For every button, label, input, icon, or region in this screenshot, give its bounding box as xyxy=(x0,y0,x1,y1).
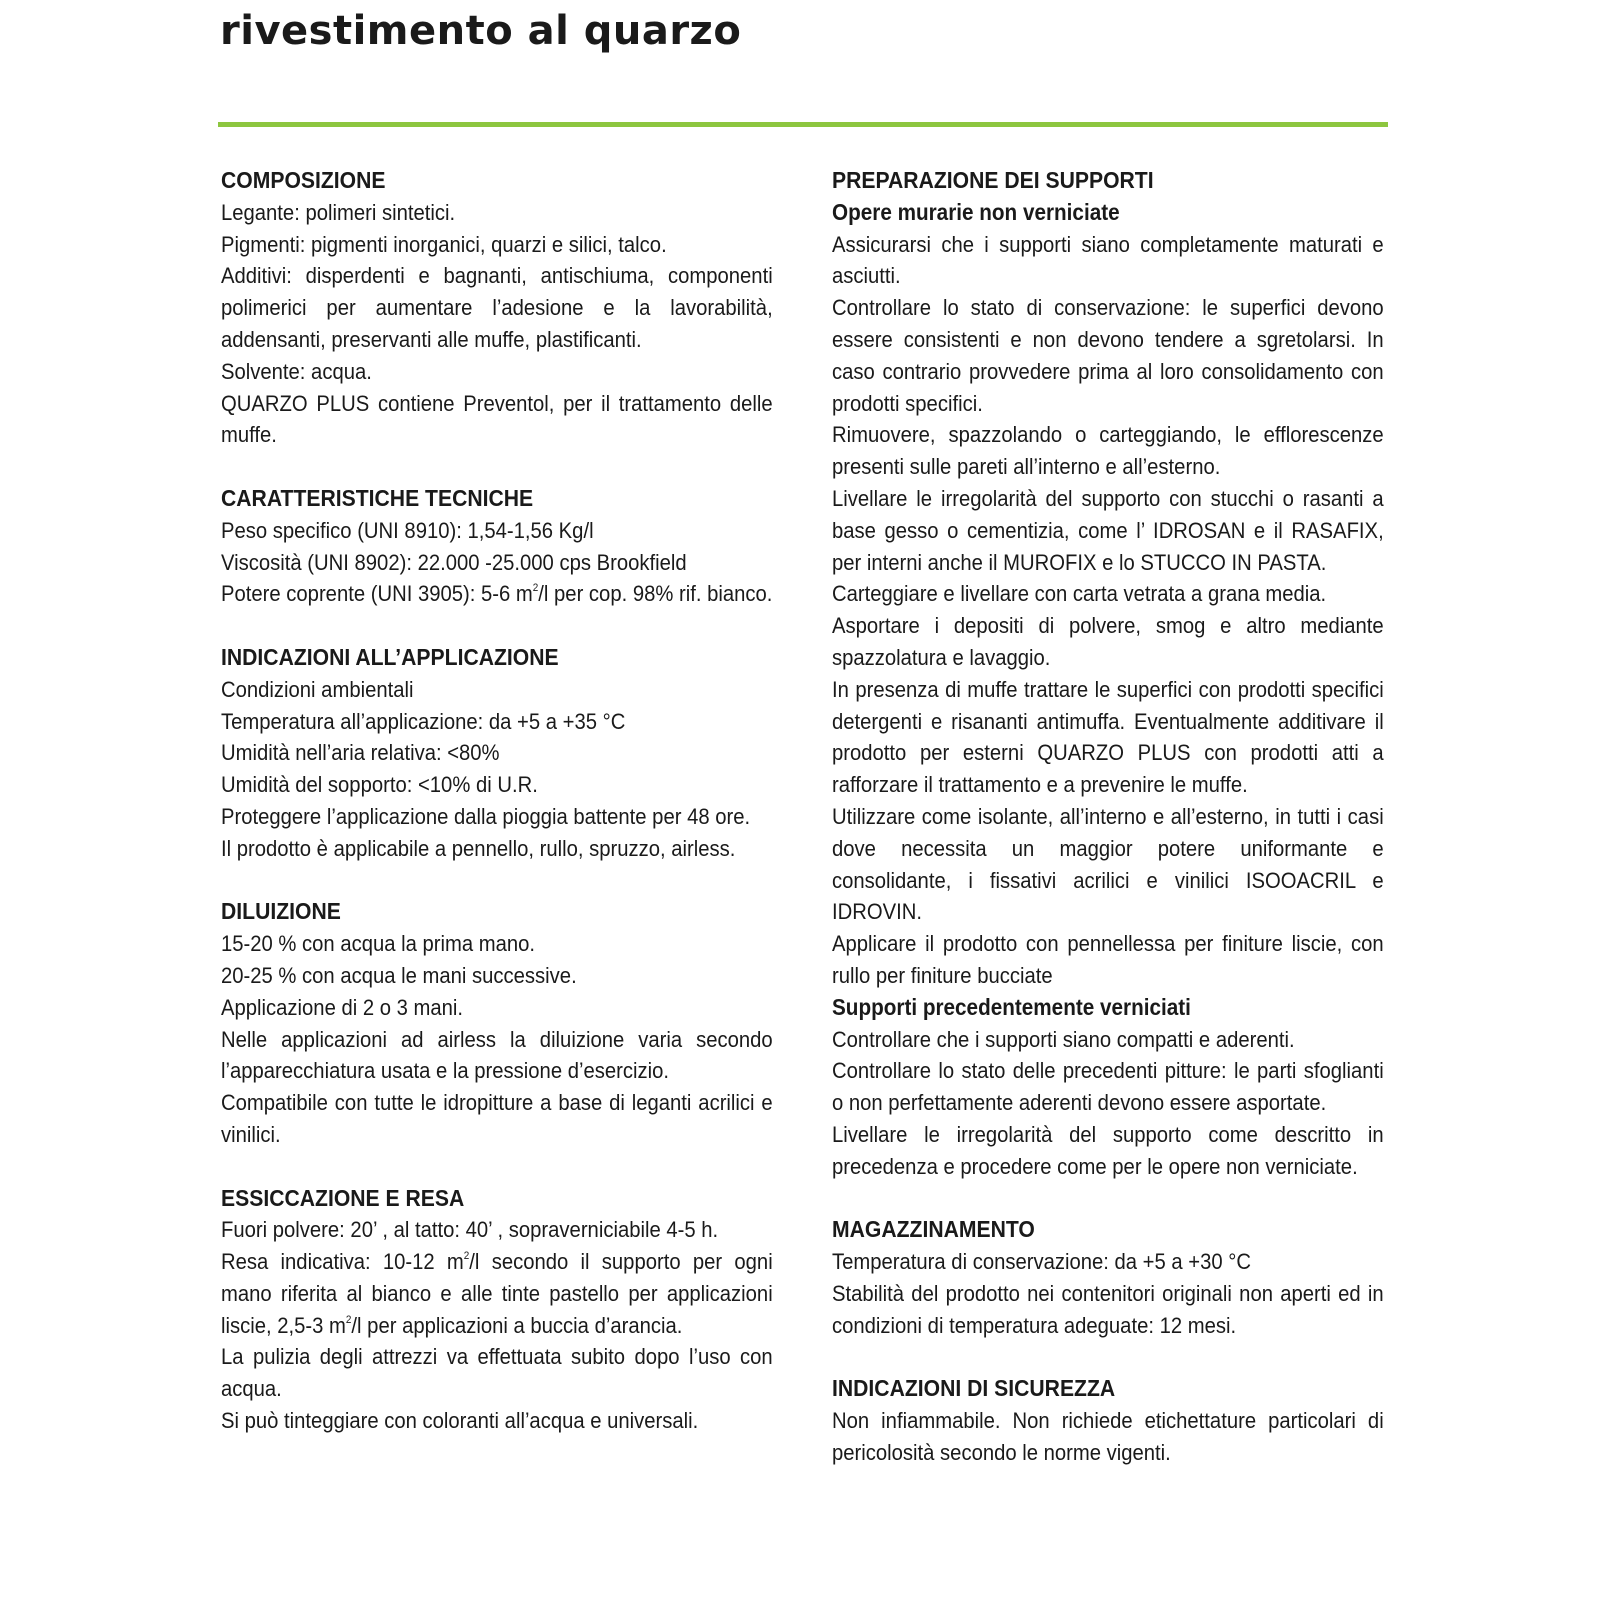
paragraph: Il prodotto è applicabile a pennello, rullo, spruzzo, airless. xyxy=(221,835,736,861)
section-essiccazione xyxy=(221,1183,773,1437)
text-run: /l secondo il supporto per ogni mano riferita al bianco e alle tinte pastello per applicazioni liscie, 2,5-3 m xyxy=(221,1249,773,1338)
paragraph: Asportare i depositi di polvere, smog e altro mediante spazzolatura e lavaggio. xyxy=(832,613,1384,670)
section-heading: MAGAZZINAMENTO xyxy=(832,1216,1035,1243)
subheading: Opere murarie non verniciate xyxy=(832,198,1120,225)
section-heading: DILUIZIONE xyxy=(221,898,341,925)
paragraph: Stabilità del prodotto nei contenitori originali non aperti ed in condizioni di temperatura adeguate: 12 mesi. xyxy=(832,1280,1384,1338)
section-applicazione xyxy=(221,642,773,865)
page-title: rivestimento al quarzo xyxy=(220,8,742,54)
paragraph: QUARZO PLUS contiene Preventol, per il trattamento delle muffe. xyxy=(221,390,773,448)
paragraph: Proteggere l’applicazione dalla pioggia battente per 48 ore. xyxy=(221,803,751,829)
paragraph: Rimuovere, spazzolando o carteggiando, le efflorescenze presenti sulle pareti all’interno e all’esterno. xyxy=(832,422,1384,480)
paragraph: 15-20 % con acqua la prima mano. xyxy=(221,931,536,957)
text-run: /l per cop. 98% rif. bianco. xyxy=(538,581,773,607)
paragraph: Umidità nell’aria relativa: <80% xyxy=(221,740,500,766)
text-run: /l per applicazioni a buccia d’arancia. xyxy=(351,1312,683,1338)
paragraph: Livellare le irregolarità del supporto con stucchi o rasanti a base gesso o cementizia, come l’ IDROSAN e il RASAFIX, per interni anche il MUROFIX e lo STUCCO IN PASTA. xyxy=(832,485,1384,575)
section-caratteristiche xyxy=(221,483,773,610)
section-preparazione xyxy=(832,165,1384,1183)
paragraph: Legante: polimeri sintetici. xyxy=(221,199,456,225)
paragraph: Controllare che i supporti siano compatti e aderenti. xyxy=(832,1026,1295,1052)
paragraph: Temperatura di conservazione: da +5 a +30 °C xyxy=(832,1249,1251,1275)
paragraph: La pulizia degli attrezzi va effettuata subito dopo l’uso con acqua. xyxy=(221,1344,773,1402)
paragraph: Utilizzare come isolante, all’interno e all’esterno, in tutti i casi dove necessita un maggior potere uniformante e consolidante, i fissativi acrilici e vinilici ISOOACRIL e IDROVIN. xyxy=(832,803,1384,925)
paragraph: Carteggiare e livellare con carta vetrata a grana media. xyxy=(832,581,1327,607)
paragraph: Viscosità (UNI 8902): 22.000 -25.000 cps Brookfield xyxy=(221,549,687,575)
superscript: 2 xyxy=(532,582,539,595)
paragraph: Nelle applicazioni ad airless la diluizione varia secondo l’apparecchiatura usata e la pressione d’esercizio. xyxy=(221,1026,773,1084)
subheading: Supporti precedentemente verniciati xyxy=(832,993,1191,1020)
paragraph: Umidità del sopporto: <10% di U.R. xyxy=(221,772,538,798)
paragraph: Applicare il prodotto con pennellessa per finiture liscie, con rullo per finiture bucciate xyxy=(832,931,1384,988)
section-heading: ESSICCAZIONE E RESA xyxy=(221,1184,465,1211)
left-column xyxy=(221,165,773,1469)
paragraph: Solvente: acqua. xyxy=(221,358,372,384)
section-heading: CARATTERISTICHE TECNICHE xyxy=(221,484,534,511)
green-divider xyxy=(218,122,1388,127)
paragraph: Pigmenti: pigmenti inorganici, quarzi e silici, talco. xyxy=(221,231,667,257)
paragraph: Si può tinteggiare con coloranti all’acqua e universali. xyxy=(221,1408,699,1434)
paragraph xyxy=(221,1246,773,1341)
section-heading: INDICAZIONI ALL’APPLICAZIONE xyxy=(221,643,559,670)
paragraph: Temperatura all’applicazione: da +5 a +35 °C xyxy=(221,708,626,734)
paragraph: Applicazione di 2 o 3 mani. xyxy=(221,994,464,1020)
section-magazzinamento xyxy=(832,1214,1384,1341)
paragraph: In presenza di muffe trattare le superfici con prodotti specifici detergenti e risananti antimuffa. Eventualmente additivare il prodotto per esterni QUARZO PLUS con prodotti atti a rafforzare il trattamento e a prevenire le muffe. xyxy=(832,676,1384,798)
paragraph: Assicurarsi che i supporti siano completamente maturati e asciutti. xyxy=(832,231,1384,289)
paragraph: Livellare le irregolarità del supporto come descritto in precedenza e procedere come per le opere non verniciate. xyxy=(832,1121,1384,1179)
section-sicurezza xyxy=(832,1373,1384,1468)
section-composizione xyxy=(221,165,773,451)
paragraph: Controllare lo stato di conservazione: le superfici devono essere consistenti e non devono tendere a sgretolarsi. In caso contrario provvedere prima al loro consolidamento con prodotti specifici. xyxy=(832,295,1384,416)
paragraph: Controllare lo stato delle precedenti pitture: le parti sfoglianti o non perfettamente aderenti devono essere asportate. xyxy=(832,1058,1384,1116)
text-run: Potere coprente (UNI 3905): 5-6 m xyxy=(221,581,533,607)
paragraph: Peso specifico (UNI 8910): 1,54-1,56 Kg/l xyxy=(221,517,594,543)
section-diluizione xyxy=(221,896,773,1150)
superscript: 2 xyxy=(463,1250,470,1263)
superscript: 2 xyxy=(345,1313,352,1326)
section-heading: COMPOSIZIONE xyxy=(221,167,386,193)
paragraph: Non infiammabile. Non richiede etichettature particolari di pericolosità secondo le norme vigenti. xyxy=(832,1408,1384,1465)
paragraph: Additivi: disperdenti e bagnanti, antischiuma, componenti polimerici per aumentare l’adesione e la lavorabilità, addensanti, preservanti alle muffe, plastificanti. xyxy=(221,263,773,352)
text-run: Resa indicativa: 10-12 m xyxy=(221,1249,464,1275)
right-column xyxy=(832,165,1384,1500)
paragraph: Fuori polvere: 20’ , al tatto: 40’ , sopraverniciabile 4-5 h. xyxy=(221,1217,719,1243)
section-heading: INDICAZIONI DI SICUREZZA xyxy=(832,1375,1116,1402)
section-heading: PREPARAZIONE DEI SUPPORTI xyxy=(832,167,1154,193)
paragraph: Condizioni ambientali xyxy=(221,676,414,702)
paragraph xyxy=(221,578,773,610)
paragraph: 20-25 % con acqua le mani successive. xyxy=(221,962,577,988)
paragraph: Compatibile con tutte le idropitture a base di leganti acrilici e vinilici. xyxy=(221,1090,773,1147)
